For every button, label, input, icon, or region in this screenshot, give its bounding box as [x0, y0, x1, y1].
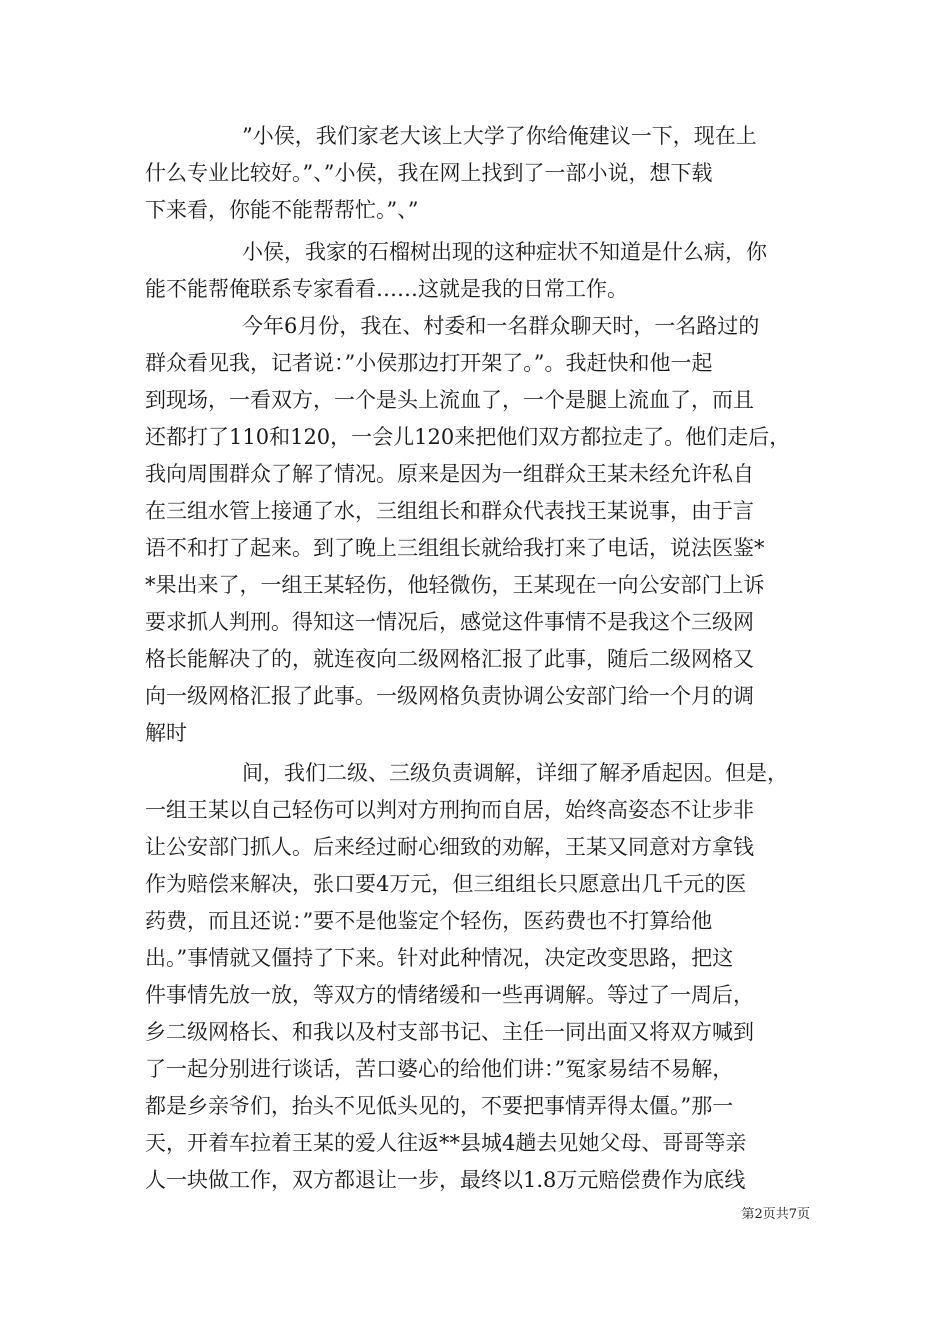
text-line: 能不能帮俺联系专家看看……这就是我的日常工作。: [145, 277, 628, 301]
text-line: 让公安部门抓人。后来经过耐心细致的劝解，王某又同意对方拿钱: [145, 835, 754, 859]
text-line: 都是乡亲爷们，抬头不见低头见的，不要把事情弄得太僵。”那一: [145, 1094, 734, 1118]
text-line: 语不和打了起来。到了晚上三组组长就给我打来了电话，说法医鉴*: [145, 536, 765, 560]
text-line: 乡二级网格长、和我以及村支部书记、主任一同出面又将双方喊到: [145, 1020, 754, 1044]
text-line: 解时: [145, 721, 187, 745]
text-line: ”小侯，我们家老大该上大学了你给俺建议一下，现在上: [242, 124, 757, 148]
text-line: 在三组水管上接通了水，三组组长和群众代表找王某说事，由于言: [145, 499, 754, 523]
text-line: 今年6月份，我在、村委和一名群众聊天时，一名路过的: [242, 314, 760, 338]
page-number-footer: 第2页共7页: [741, 1207, 810, 1222]
text-line: *果出来了，一组王某轻伤，他轻微伤，王某现在一向公安部门上诉: [145, 573, 765, 597]
text-line: 还都打了110和120，一会儿120来把他们双方都拉走了。他们走后，: [145, 425, 791, 449]
text-line: 下来看，你能不能帮帮忙。”、”: [145, 198, 419, 222]
text-line: 一组王某以自己轻伤可以判对方刑拘而自居，始终高姿态不让步非: [145, 798, 754, 822]
text-line: 小侯，我家的石榴树出现的这种症状不知道是什么病，你: [242, 240, 767, 264]
text-line: 到现场，一看双方，一个是头上流血了，一个是腿上流血了，而且: [145, 388, 754, 412]
text-line: 人一块做工作，双方都退让一步，最终以1.8万元赔偿费作为底线: [145, 1168, 746, 1192]
text-line: 天，开着车拉着王某的爱人往返**县城4趟去见她父母、哥哥等亲: [145, 1131, 747, 1155]
text-line: 格长能解决了的，就连夜向二级网格汇报了此事，随后二级网格又: [145, 647, 754, 671]
text-line: 什么专业比较好。”、”小侯，我在网上找到了一部小说，想下载: [145, 161, 713, 185]
text-line: 药费，而且还说：”要不是他鉴定个轻伤，医药费也不打算给他: [145, 909, 713, 933]
text-line: 作为赔偿来解决，张口要4万元，但三组组长只愿意出几千元的医: [145, 872, 747, 896]
text-line: 件事情先放一放，等双方的情绪缓和一些再调解。等过了一周后，: [145, 983, 754, 1007]
text-line: 出。”事情就又僵持了下来。针对此种情况，决定改变思路，把这: [145, 946, 734, 970]
text-line: 向一级网格汇报了此事。一级网格负责协调公安部门给一个月的调: [145, 684, 754, 708]
text-line: 群众看见我，记者说：”小侯那边打开架了。”。我赶快和他一起: [145, 351, 713, 375]
text-line: 了一起分别进行谈话，苦口婆心的给他们讲：”冤家易结不易解，: [145, 1057, 734, 1081]
text-line: 要求抓人判刑。得知这一情况后，感觉这件事情不是我这个三级网: [145, 610, 754, 634]
text-line: 间，我们二级、三级负责调解，详细了解矛盾起因。但是，: [242, 761, 788, 785]
text-line: 我向周围群众了解了情况。原来是因为一组群众王某未经允许私自: [145, 462, 754, 486]
